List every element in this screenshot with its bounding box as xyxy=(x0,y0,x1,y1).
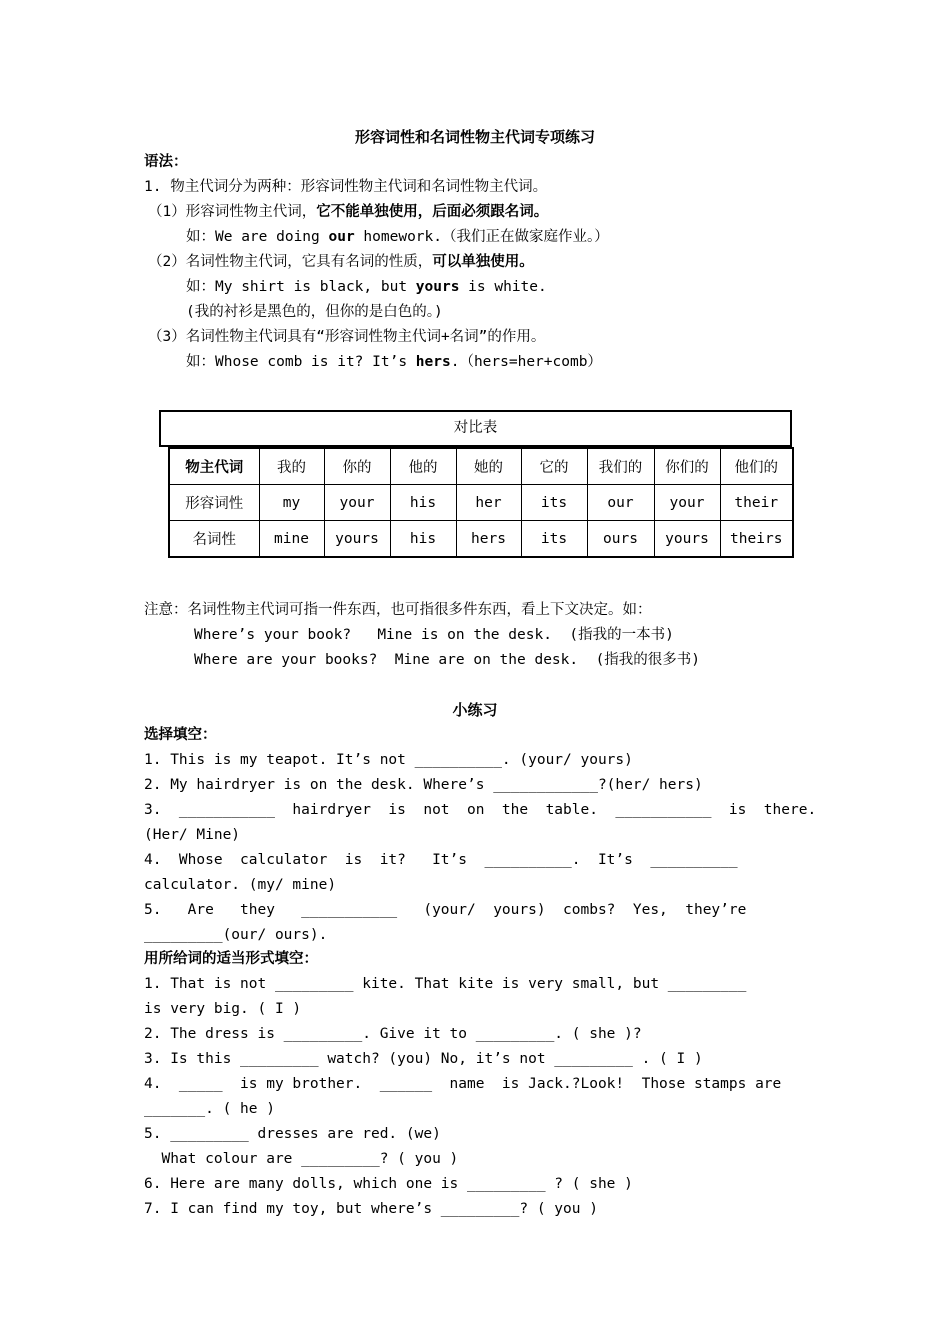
table-cell: my xyxy=(259,485,324,521)
example-1 xyxy=(186,227,609,247)
section-choose: 选择填空： xyxy=(144,727,217,743)
example-2-a: 如：My shirt is black, but xyxy=(186,279,416,295)
table-row-adjective xyxy=(169,485,793,521)
point-2-text: （2）名词性物主代词，它具有名词的性质， xyxy=(148,254,433,270)
table-cell: your xyxy=(654,485,720,521)
question-3-options: (Her/ Mine) xyxy=(144,827,241,843)
question-5: 5. Are they ___________ (your/ yours) combs? Yes, they’re xyxy=(144,902,747,918)
table-cell: yours xyxy=(324,521,390,558)
page-title: 形容词性和名词性物主代词专项练习 xyxy=(354,128,595,146)
example-1-c: homework.（我们正在做家庭作业。） xyxy=(354,229,609,245)
note-line-1: 注意：名词性物主代词可指一件东西，也可指很多件东西，看上下文决定。如： xyxy=(144,602,652,618)
fill-1-cont: is very big. ( I ) xyxy=(144,1001,302,1017)
table-cell: their xyxy=(720,485,793,521)
question-1: 1. This is my teapot. It’s not __________. (your/ yours) xyxy=(144,752,633,768)
question-4: 4. Whose calculator is it? It’s __________. It’s __________ xyxy=(144,852,738,868)
comparison-table xyxy=(159,410,792,557)
table-cell: 名词性 xyxy=(169,521,259,558)
note-line-2: Where’s your book? Mine is on the desk. (指我的一本书) xyxy=(194,627,674,643)
fill-4: 4. _____ is my brother. ______ name is Jack.?Look! Those stamps are xyxy=(144,1076,782,1092)
table-header-cell: 她的 xyxy=(456,448,521,485)
table-cell: mine xyxy=(259,521,324,558)
example-2 xyxy=(186,277,547,297)
fill-1: 1. That is not _________ kite. That kite is very small, but _________ xyxy=(144,976,747,992)
table-cell: yours xyxy=(654,521,720,558)
fill-3: 3. Is this _________ watch? (you) No, it’s not _________ . ( I ) xyxy=(144,1051,703,1067)
table-cell: 形容词性 xyxy=(169,485,259,521)
table-cell: hers xyxy=(456,521,521,558)
example-2-bold: yours xyxy=(415,279,460,295)
example-3-bold: hers xyxy=(415,354,451,370)
fill-6: 6. Here are many dolls, which one is _________ ? ( she ) xyxy=(144,1176,633,1192)
table-header-cell: 他们的 xyxy=(720,448,793,485)
fill-5-cont: What colour are _________? ( you ) xyxy=(144,1151,459,1167)
table-header-cell: 他的 xyxy=(390,448,456,485)
grammar-heading: 语法： xyxy=(144,154,188,170)
question-3: 3. ___________ hairdryer is not on the table. ___________ is there. xyxy=(144,802,817,818)
table-cell: its xyxy=(521,521,587,558)
point-1-bold: 它不能单独使用，后面必须跟名词。 xyxy=(316,204,549,220)
table-cell: ours xyxy=(587,521,654,558)
fill-7: 7. I can find my toy, but where’s _________? ( you ) xyxy=(144,1201,598,1217)
grammar-point-1 xyxy=(148,202,548,222)
table-grid xyxy=(168,447,794,558)
example-2-c: is white. xyxy=(459,279,547,295)
example-1-bold: our xyxy=(328,229,355,245)
fill-2: 2. The dress is _________. Give it to _________. ( she )? xyxy=(144,1026,642,1042)
table-header-cell: 我的 xyxy=(259,448,324,485)
note-line-3: Where are your books? Mine are on the desk. (指我的很多书) xyxy=(194,652,701,668)
table-cell: his xyxy=(390,485,456,521)
question-2: 2. My hairdryer is on the desk. Where’s ____________?(her/ hers) xyxy=(144,777,703,793)
fill-5: 5. _________ dresses are red. (we) xyxy=(144,1126,441,1142)
table-header-row xyxy=(169,448,793,485)
table-header-cell: 我们的 xyxy=(587,448,654,485)
table-cell: your xyxy=(324,485,390,521)
table-header-cell: 你的 xyxy=(324,448,390,485)
practice-heading: 小练习 xyxy=(452,701,498,719)
table-cell: theirs xyxy=(720,521,793,558)
section-fill: 用所给词的适当形式填空： xyxy=(144,951,318,967)
question-4-options: calculator. (my/ mine) xyxy=(144,877,337,893)
table-header-cell: 你们的 xyxy=(654,448,720,485)
fill-4-cont: _______. ( he ) xyxy=(144,1101,275,1117)
example-1-a: 如：We are doing xyxy=(186,229,329,245)
grammar-point-3: （3）名词性物主代词具有“形容词性物主代词+名词”的作用。 xyxy=(148,329,546,345)
question-5-options: _________(our/ ours). xyxy=(144,927,328,943)
point-1-text: （1）形容词性物主代词， xyxy=(148,204,317,220)
table-header-cell: 它的 xyxy=(521,448,587,485)
table-cell: its xyxy=(521,485,587,521)
example-3 xyxy=(186,352,602,372)
point-2-bold: 可以单独使用。 xyxy=(432,254,534,270)
table-cell: his xyxy=(390,521,456,558)
table-header-cell: 物主代词 xyxy=(169,448,259,485)
example-2-translation: (我的衬衫是黑色的，但你的是白色的。) xyxy=(186,304,443,320)
example-3-c: .（hers=her+comb） xyxy=(450,354,602,370)
table-row-noun xyxy=(169,521,793,558)
grammar-line-1: 1. 物主代词分为两种：形容词性物主代词和名词性物主代词。 xyxy=(144,179,548,195)
grammar-point-2 xyxy=(148,252,534,272)
table-caption: 对比表 xyxy=(159,410,792,447)
table-cell: our xyxy=(587,485,654,521)
example-3-a: 如：Whose comb is it? It’s xyxy=(186,354,416,370)
table-cell: her xyxy=(456,485,521,521)
